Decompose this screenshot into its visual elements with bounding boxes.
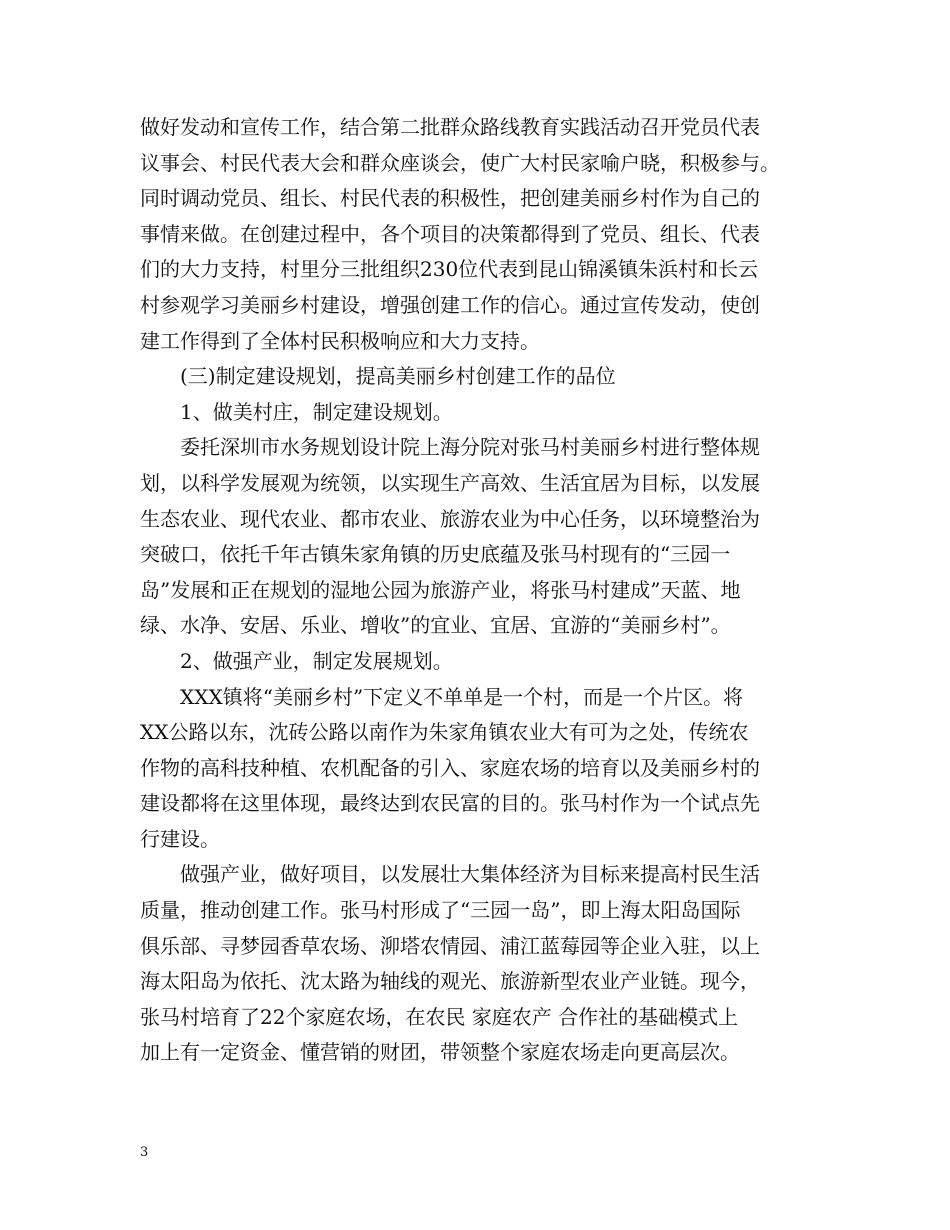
text-line: 建工作得到了全体村民积极响应和大力支持。 bbox=[140, 328, 540, 353]
text-line: 做强产业，做好项目，以发展壮大集体经济为目标来提高村民生活 bbox=[180, 862, 760, 887]
subsection-heading: 2、做强产业，制定发展规划。 bbox=[180, 648, 453, 673]
text-line: 质量，推动创建工作。张马村形成了“三园一岛”，即上海太阳岛国际 bbox=[140, 898, 741, 923]
page-number: 3 bbox=[140, 1145, 149, 1160]
text-line: XX公路以东，沈砖公路以南作为朱家角镇农业大有可为之处，传统农 bbox=[140, 720, 749, 745]
text-line: 们的大力支持，村里分三批组织230位代表到昆山锦溪镇朱浜村和长云 bbox=[140, 257, 759, 282]
text-line: XXX镇将“美丽乡村”下定义不单单是一个村，而是一个片区。将 bbox=[180, 684, 744, 709]
text-line: 行建设。 bbox=[140, 826, 220, 851]
text-line: 岛”发展和正在规划的湿地公园为旅游产业，将张马村建成”天蓝、地 bbox=[140, 577, 741, 602]
text-line: 海太阳岛为依托、沈太路为轴线的观光、旅游新型农业产业链。现今， bbox=[140, 969, 760, 994]
text-line: 作物的高科技种植、农机配备的引入、家庭农场的培育以及美丽乡村的 bbox=[140, 755, 760, 780]
text-line: 划，以科学发展观为统领，以实现生产高效、生活宜居为目标，以发展 bbox=[140, 470, 760, 495]
text-line: 加上有一定资金、懂营销的财团，带领整个家庭农场走向更高层次。 bbox=[140, 1040, 740, 1065]
text-line: 绿、水净、安居、乐业、增收”的宜业、宜居、宜游的“美丽乡村”。 bbox=[140, 613, 731, 638]
text-line: 生态农业、现代农业、都市农业、旅游农业为中心任务，以环境整治为 bbox=[140, 506, 760, 531]
body-text bbox=[140, 110, 830, 1071]
text-line: 俱乐部、寻梦园香草农场、泖塔农情园、浦江蓝莓园等企业入驻，以上 bbox=[140, 933, 760, 958]
text-line: 建设都将在这里体现，最终达到农民富的目的。张马村作为一个试点先 bbox=[140, 791, 760, 816]
subsection-heading: 1、做美村庄，制定建设规划。 bbox=[180, 399, 453, 424]
text-line: 张马村培育了22个家庭农场，在农民 家庭农产 合作社的基础模式上 bbox=[140, 1004, 739, 1029]
text-line: 做好发动和宣传工作，结合第二批群众路线教育实践活动召开党员代表 bbox=[140, 115, 760, 139]
text-line: 议事会、村民代表大会和群众座谈会，使广大村民家喻户晓，积极参与。 bbox=[140, 150, 780, 175]
text-line: 同时调动党员、组长、村民代表的积极性，把创建美丽乡村作为自己的 bbox=[140, 186, 760, 211]
text-line: 委托深圳市水务规划设计院上海分院对张马村美丽乡村进行整体规 bbox=[180, 435, 760, 460]
section-heading: (三)制定建设规划，提高美丽乡村创建工作的品位 bbox=[180, 364, 616, 389]
text-line: 村参观学习美丽乡村建设，增强创建工作的信心。通过宣传发动，使创 bbox=[140, 292, 760, 317]
text-line: 事情来做。在创建过程中，各个项目的决策都得到了党员、组长、代表 bbox=[140, 221, 760, 246]
text-line: 突破口，依托千年古镇朱家角镇的历史底蕴及张马村现有的“三园一 bbox=[140, 542, 731, 567]
